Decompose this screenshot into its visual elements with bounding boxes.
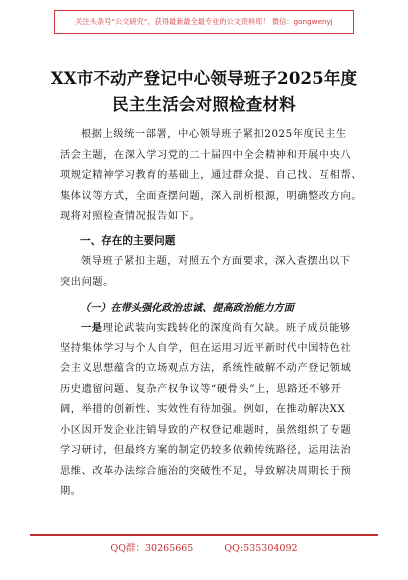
para-line: 小区因开发企业注销导致的产权登记难题时，虽然组织了专题 bbox=[60, 424, 352, 436]
para-line: 历史遗留问题、复杂产权争议等“硬骨头”上，思路还不够开 bbox=[60, 383, 342, 395]
para-line: 坚持集体学习与个人自学，但在运用习近平新时代中国特色社 bbox=[60, 342, 352, 354]
footer-qq: QQ:535304092 bbox=[224, 543, 298, 554]
footer-qq-group: QQ群：30265665 bbox=[110, 543, 194, 554]
para-lead: 一是 bbox=[81, 322, 103, 334]
intro-line: 活会主题，在深入学习党的二十届四中全会精神和开展中央八 bbox=[60, 149, 352, 161]
section1-paragraph bbox=[60, 252, 360, 293]
header-banner: 关注头条号“公文研究”，获得最新最全最专业的公文资料库！ 微信：gongwenyj bbox=[54, 10, 354, 34]
subsection1-paragraph bbox=[60, 318, 360, 503]
para-line: 会主义思想蕴含的立场观点方法，系统性破解不动产登记领域 bbox=[60, 363, 352, 374]
footer bbox=[0, 540, 408, 554]
section1-line: 领导班子紧扣主题，对照五个方面要求，深入查摆出以下 bbox=[81, 256, 351, 267]
para-line: 阔，举措的创新性、实效性有待加强。例如，在推动解决XX bbox=[60, 404, 346, 415]
para-line bbox=[60, 318, 360, 339]
intro-line: 集体议等方式，全面查摆问题，深入剖析根源，明确整改方向。 bbox=[60, 190, 363, 202]
footer-divider bbox=[30, 534, 378, 536]
subsection-heading: （一）在带头强化政治忠诚、提高政治能力方面 bbox=[80, 302, 294, 314]
intro-paragraph bbox=[60, 125, 363, 228]
para-line: 期。 bbox=[60, 486, 82, 497]
document-title-line1: XX市不动产登记中心领导班子2025年度 bbox=[50, 69, 358, 88]
intro-line: 现将对照检查情况报告如下。 bbox=[60, 211, 201, 222]
section1-line: 突出问题。 bbox=[60, 276, 114, 288]
intro-line: 根据上级统一部署，中心领导班子紧扣2025年度民主生 bbox=[81, 129, 347, 140]
para-line-text: 理论武装向实践转化的深度尚有欠缺。班子成员能够 bbox=[102, 323, 351, 334]
intro-line: 项规定精神学习教育的基础上，通过群众提、自己找、互相帮、 bbox=[60, 170, 363, 181]
para-line: 思维、改革办法综合施治的突破性不足，导致解决周期长于预 bbox=[60, 465, 352, 477]
para-line: 学习研讨，但最终方案的制定仍较多依赖传统路径，运用法治 bbox=[60, 445, 352, 456]
section-heading: 一、存在的主要问题 bbox=[80, 235, 176, 247]
document-title-line2: 民主生活会对照检查材料 bbox=[112, 95, 296, 114]
